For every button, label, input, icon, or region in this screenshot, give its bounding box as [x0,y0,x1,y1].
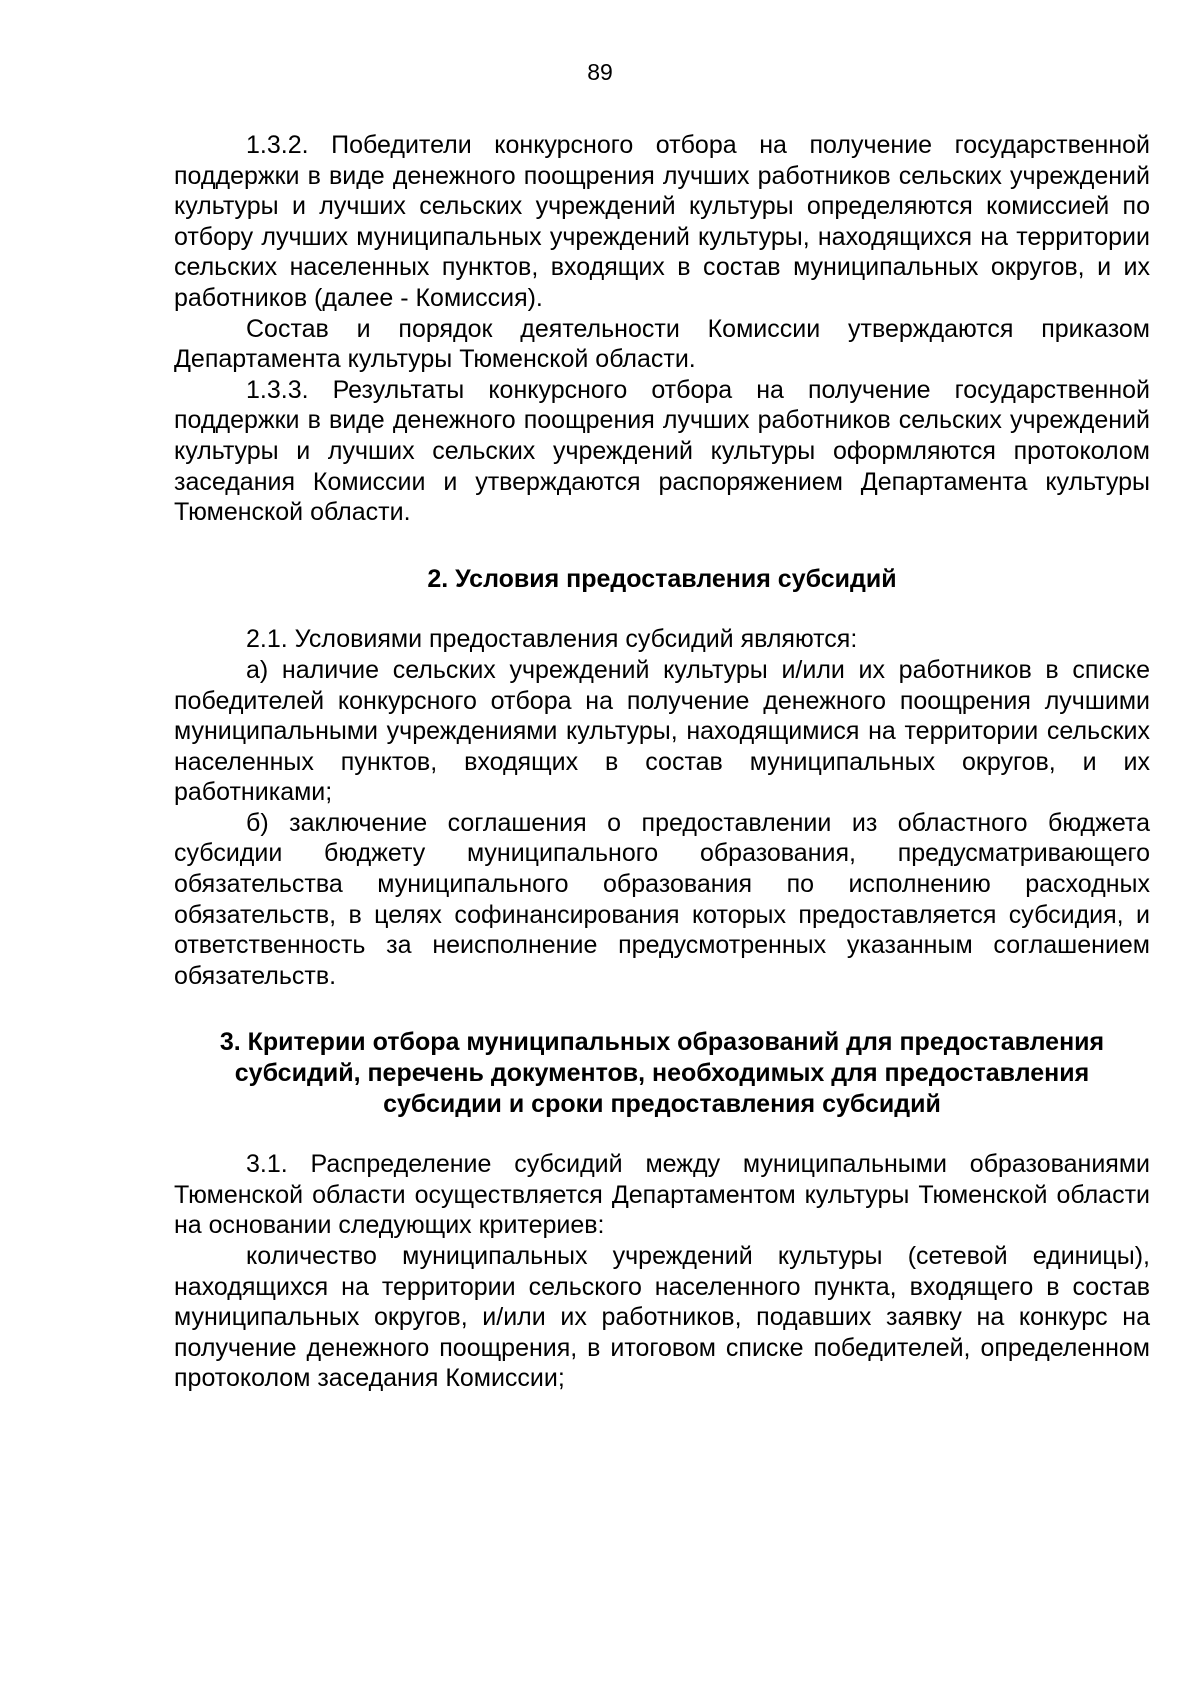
paragraph-criteria-count: количество муниципальных учреждений культуры (сетевой единицы), находящихся на территории сельского населенного пункта, входящего в состав муниципальных округов, и/или их работников, подавших заявку на конкурс на получение денежного поощрения, в итоговом списке победителей, определенном протоколом заседания Комиссии; [174,1242,1150,1393]
paragraph-2-1-b: б) заключение соглашения о предоставлении из областного бюджета субсидии бюджету муниципального образования, предусматривающего обязательства муниципального образования по исполнению расходных обязательств, в целях софинансирования которых предоставляется субсидия, и ответственность за неисполнение предусмотренных указанным соглашением обязательств. [174,808,1150,990]
paragraph-2-1: 2.1. Условиями предоставления субсидий являются: [246,625,858,654]
section-3-heading: 3. Критерии отбора муниципальных образований для предоставления субсидий, перечень документов, необходимых для предоставления субсидии и сроки предоставления субсидий [219,1028,1105,1118]
paragraph-3-1: 3.1. Распределение субсидий между муниципальными образованиями Тюменской области осуществляется Департаментом культуры Тюменской области на основании следующих критериев: [174,1150,1150,1240]
section-2-heading: 2. Условия предоставления субсидий [427,564,897,593]
paragraph-commission-composition: Состав и порядок деятельности Комиссии утверждаются приказом Департамента культуры Тюменской области. [174,314,1150,374]
paragraph-1-3-3: 1.3.3. Результаты конкурсного отбора на получение государственной поддержки в виде денежного поощрения лучших работников сельских учреждений культуры и лучших сельских учреждений культуры оформляются протоколом заседания Комиссии и утверждаются распоряжением Департамента культуры Тюменской области. [174,375,1150,527]
paragraph-2-1-a: а) наличие сельских учреждений культуры и/или их работников в списке победителей конкурсного отбора на получение денежного поощрения лучшими муниципальными учреждениями культуры, находящимися на территории сельских населенных пунктов, входящих в состав муниципальных округов, и их работниками; [174,655,1150,807]
page-number: 89 [587,59,613,85]
document-body [174,130,1150,1394]
paragraph-1-3-2: 1.3.2. Победители конкурсного отбора на получение государственной поддержки в виде денежного поощрения лучших работников сельских учреждений культуры и лучших сельских учреждений культуры определяются комиссией по отбору лучших муниципальных учреждений культуры, находящихся на территории сельских населенных пунктов, входящих в состав муниципальных округов, и их работников (далее - Комиссия). [174,131,1150,312]
